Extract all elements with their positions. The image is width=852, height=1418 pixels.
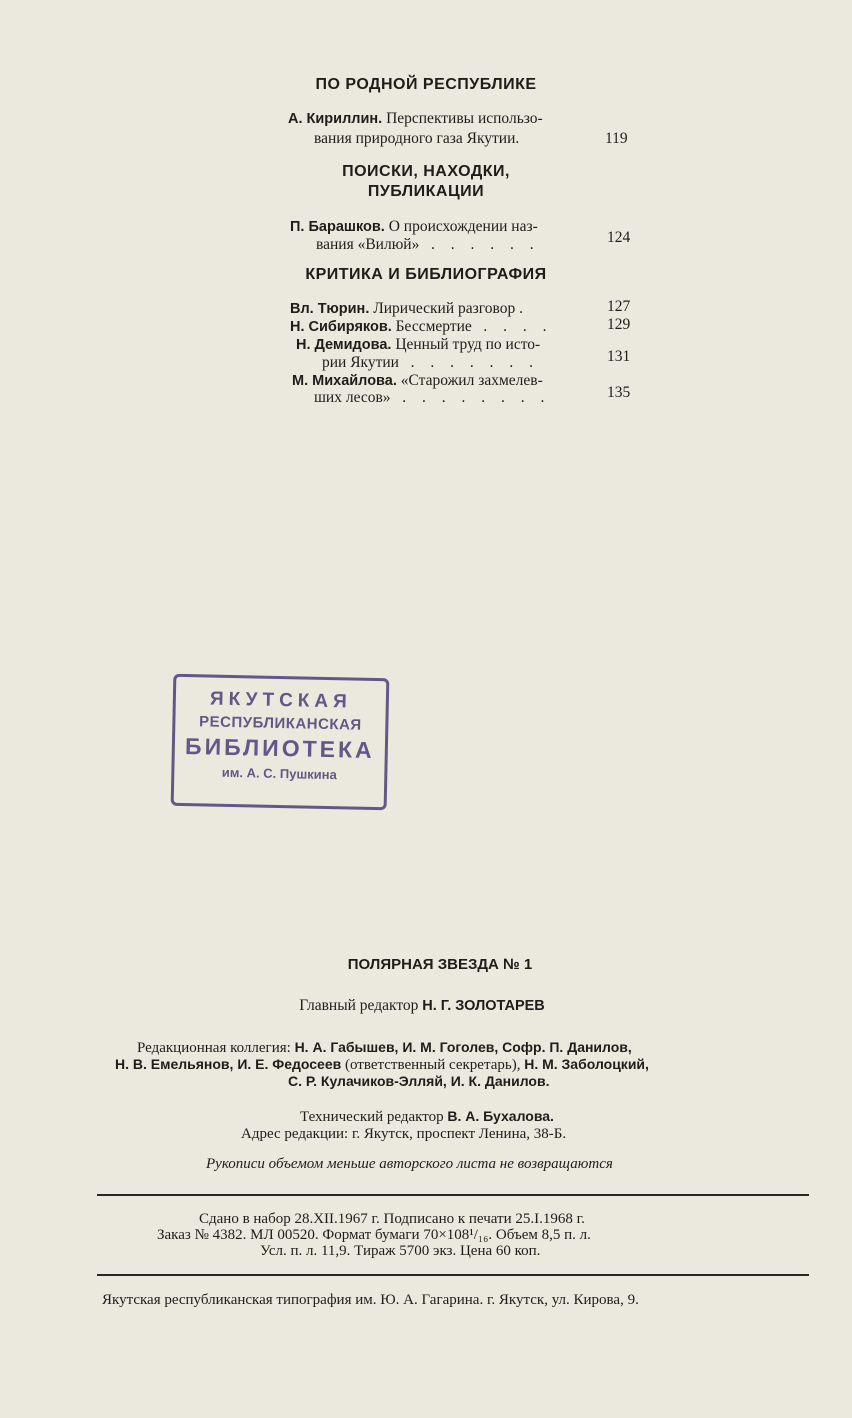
print-details-line1: Сдано в набор 28.XII.1967 г. Подписано к печати 25.I.1968 г.	[199, 1211, 585, 1227]
stamp-line: РЕСПУБЛИКАНСКАЯ	[198, 713, 362, 734]
toc-entry-mikhailova-line2: ших лесов» . . . . . . . .	[314, 389, 551, 406]
printer-info: Якутская республиканская типография им. Ю. А. Гагарина. г. Якутск, ул. Кирова, 9.	[102, 1292, 639, 1308]
toc-entry-kirillin-line1: А. Кириллин. Перспективы использо-	[288, 110, 543, 127]
stamp-line: им. А. С. Пушкина	[221, 764, 338, 783]
editorial-board-line1: Редакционная коллегия: Н. А. Габышев, И. М. Гоголев, Софр. П. Данилов,	[137, 1039, 632, 1056]
toc-page-number: 119	[605, 130, 628, 147]
editorial-board-line2: Н. В. Емельянов, И. Е. Федосеев (ответственный секретарь), Н. М. Заболоцкий,	[115, 1056, 649, 1073]
toc-page-number: 131	[607, 348, 631, 365]
divider-rule	[97, 1194, 809, 1196]
toc-entry-mikhailova-line1: М. Михайлова. «Старожил захмелев-	[292, 372, 543, 389]
toc-entry-barashkov-line2: вания «Вилюй» . . . . . .	[316, 236, 540, 253]
toc-entry-sibiryakov: Н. Сибиряков. Бессмертие . . . .	[290, 318, 553, 335]
manuscripts-note: Рукописи объемом меньше авторского листа не возвращаются	[206, 1156, 613, 1172]
toc-entry-tyurin: Вл. Тюрин. Лирический разговор .	[290, 300, 523, 317]
toc-page-number: 135	[607, 384, 631, 401]
library-stamp	[171, 674, 390, 810]
stamp-line: ЯКУТСКАЯ	[209, 688, 352, 713]
editorial-board-line3: С. Р. Кулачиков-Элляй, И. К. Данилов.	[288, 1073, 550, 1089]
print-details-line2: Заказ № 4382. МЛ 00520. Формат бумаги 70×108¹/₁₆. Объем 8,5 п. л.	[157, 1227, 591, 1243]
print-details-line3: Усл. п. л. 11,9. Тираж 5700 экз. Цена 60 коп.	[260, 1243, 541, 1259]
show-through-text	[180, 536, 190, 562]
section-title-searches: ПОИСКИ, НАХОДКИ,	[342, 163, 510, 180]
section-title-publications: ПУБЛИКАЦИИ	[367, 183, 485, 200]
toc-page-number: 124	[607, 229, 631, 246]
magazine-title: ПОЛЯРНАЯ ЗВЕЗДА № 1	[347, 956, 533, 973]
divider-rule	[97, 1274, 809, 1276]
section-title-criticism: КРИТИКА И БИБЛИОГРАФИЯ	[305, 266, 547, 283]
technical-editor: Технический редактор В. А. Бухалова.	[300, 1108, 554, 1125]
stamp-line: БИБЛИОТЕКА	[184, 733, 375, 763]
chief-editor: Главный редактор Н. Г. ЗОЛОТАРЕВ	[299, 997, 545, 1014]
toc-page-number: 129	[607, 316, 631, 333]
toc-entry-demidova-line1: Н. Демидова. Ценный труд по исто-	[296, 336, 541, 353]
toc-entry-kirillin-line2: вания природного газа Якутии.	[314, 130, 520, 147]
toc-page-number: 127	[607, 298, 631, 315]
editorial-address: Адрес редакции: г. Якутск, проспект Ленина, 38-Б.	[241, 1126, 567, 1142]
toc-entry-demidova-line2: рии Якутии . . . . . . .	[322, 354, 539, 371]
toc-entry-barashkov-line1: П. Барашков. О происхождении наз-	[290, 218, 538, 235]
section-title-native-republic: ПО РОДНОЙ РЕСПУБЛИКЕ	[315, 76, 537, 93]
